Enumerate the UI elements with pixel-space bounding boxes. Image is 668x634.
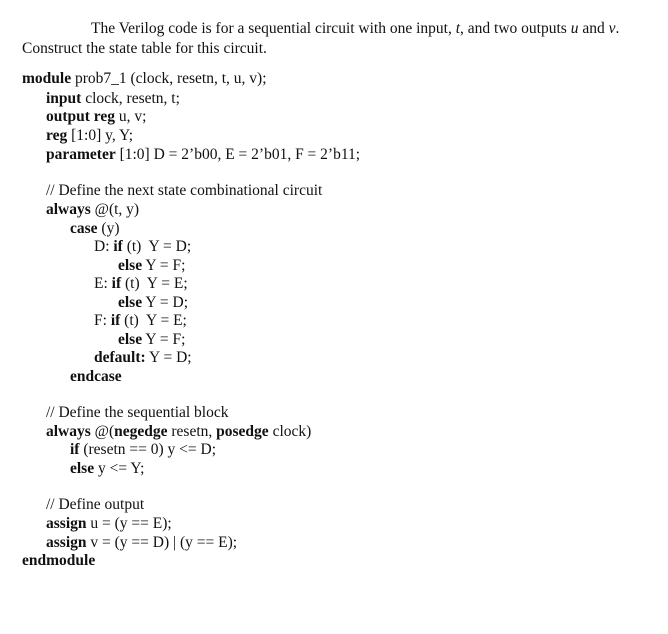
keyword: if <box>113 238 123 255</box>
keyword: module <box>22 70 72 87</box>
code-text: Y = F; <box>142 257 186 274</box>
code-reg-line <box>46 127 133 145</box>
code-text: (t) Y = E; <box>120 312 187 329</box>
keyword: else <box>118 257 143 274</box>
code-text: resetn, <box>167 423 217 440</box>
code-text: (resetn == 0) y <= D; <box>79 441 217 458</box>
code-case-f-else <box>118 331 185 349</box>
keyword: else <box>118 294 143 311</box>
problem-line-1 <box>91 20 619 38</box>
code-text: clock, resetn, t; <box>81 90 180 107</box>
code-text: (t) Y = D; <box>122 238 192 255</box>
keyword: if <box>110 312 121 329</box>
problem-line-2: Construct the state table for this circuit. <box>22 40 267 57</box>
problem-text: , and two outputs <box>460 20 571 37</box>
var-v: v <box>608 20 616 37</box>
keyword: if <box>111 275 122 292</box>
code-text: Y = F; <box>142 331 186 348</box>
code-case-e-else <box>118 294 188 312</box>
keyword: if <box>70 441 80 458</box>
code-input-line <box>46 90 180 108</box>
code-text: u = (y == E); <box>86 515 172 532</box>
code-text: v = (y == D) | (y == E); <box>86 534 238 551</box>
keyword: endcase <box>70 368 122 385</box>
keyword: assign <box>46 515 87 532</box>
code-assign-u-line <box>46 515 172 533</box>
keyword: case <box>70 220 98 237</box>
code-comment-2: // Define the sequential block <box>46 404 229 421</box>
case-label: E: <box>94 275 108 292</box>
code-text: y <= Y; <box>94 460 145 477</box>
keyword: output reg <box>46 108 116 125</box>
code-text: [1:0] y, Y; <box>67 127 134 144</box>
var-u: u <box>570 20 579 37</box>
keyword: assign <box>46 534 87 551</box>
keyword: negedge <box>114 423 168 440</box>
code-case-e-if <box>94 275 188 293</box>
code-endmodule-line <box>22 552 95 570</box>
code-default-line <box>94 349 192 367</box>
code-module-line <box>22 70 267 88</box>
problem-text: and <box>578 20 609 37</box>
code-text: (y) <box>97 220 120 237</box>
code-text: (t) Y = E; <box>121 275 188 292</box>
var-t: t <box>455 20 461 37</box>
code-seq-if-line <box>70 441 216 459</box>
code-text: u, v; <box>115 108 147 125</box>
code-seq-else-line <box>70 460 144 478</box>
keyword: else <box>70 460 95 477</box>
code-comment-3: // Define output <box>46 496 145 513</box>
problem-text: . <box>615 20 620 37</box>
keyword: input <box>46 90 82 107</box>
keyword: default: <box>94 349 146 366</box>
keyword: always <box>46 201 91 218</box>
code-text: [1:0] D = 2’b00, E = 2’b01, F = 2’b11; <box>115 146 361 163</box>
code-text: prob7_1 (clock, resetn, t, u, v); <box>71 70 267 87</box>
code-case-d-else <box>118 257 185 275</box>
code-case-f-if <box>94 312 187 330</box>
keyword: always <box>46 423 91 440</box>
case-label: D: <box>94 238 110 255</box>
problem-text: The Verilog code is for a sequential circuit with one input, <box>91 20 456 37</box>
code-always-line-1 <box>46 201 139 219</box>
code-case-d-if <box>94 238 191 256</box>
code-text: @( <box>90 423 115 440</box>
code-text: Y = D; <box>142 294 189 311</box>
code-comment-1: // Define the next state combinational circuit <box>46 182 323 199</box>
keyword: posedge <box>216 423 269 440</box>
code-text: clock) <box>268 423 312 440</box>
keyword: parameter <box>46 146 116 163</box>
code-parameter-line <box>46 146 360 164</box>
code-case-line <box>70 220 120 238</box>
keyword: reg <box>46 127 68 144</box>
code-endcase-line <box>70 368 122 386</box>
code-assign-v-line <box>46 534 237 552</box>
code-text: @(t, y) <box>90 201 140 218</box>
keyword: else <box>118 331 143 348</box>
case-label: F: <box>94 312 107 329</box>
code-text: Y = D; <box>145 349 192 366</box>
code-always-line-2 <box>46 423 311 441</box>
keyword: endmodule <box>22 552 96 569</box>
code-output-line <box>46 108 146 126</box>
